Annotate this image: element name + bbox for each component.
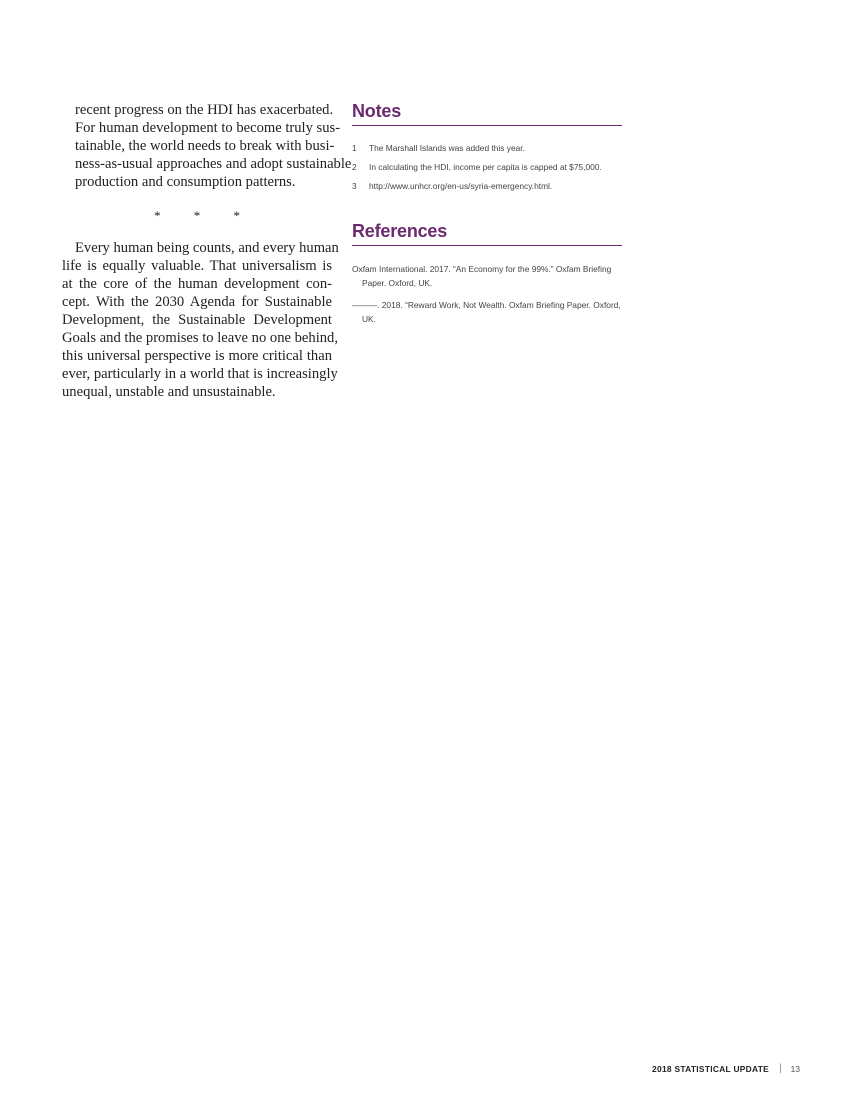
body-line: For human development to become truly sus-	[75, 120, 341, 136]
note-item	[352, 181, 622, 192]
reference-item: Oxfam International. 2017. “An Economy for the 99%.” Oxfam Briefing Paper. Oxford, UK.	[352, 264, 612, 288]
asterisk: *	[233, 208, 240, 223]
note-text: In calculating the HDI, income per capita is capped at $75,000.	[369, 162, 602, 172]
references-heading: References	[352, 220, 622, 246]
notes-references-column	[352, 100, 622, 334]
body-line: ness-as-usual approaches and adopt sustainable	[75, 156, 352, 172]
notes-heading: Notes	[352, 100, 622, 126]
body-line: Development, the Sustainable Development	[62, 312, 332, 328]
body-paragraph-1	[75, 101, 352, 191]
footer-publication-title: 2018 STATISTICAL UPDATE	[652, 1063, 770, 1074]
note-item	[352, 143, 622, 154]
note-number: 2	[352, 162, 357, 172]
body-paragraph-2	[62, 239, 339, 401]
note-number: 1	[352, 143, 357, 153]
footer-separator: |	[779, 1063, 782, 1074]
body-line: production and consumption patterns.	[75, 174, 296, 190]
note-number: 3	[352, 181, 357, 191]
body-line: Goals and the promises to leave no one behind,	[62, 330, 338, 346]
references-list	[352, 262, 622, 326]
note-text[interactable]: http://www.unhcr.org/en-us/syria-emergency.html.	[369, 181, 553, 191]
body-line: Every human being counts, and every human	[75, 240, 339, 256]
body-text-column	[62, 101, 352, 401]
asterisk: *	[154, 208, 161, 223]
body-line: life is equally valuable. That universalism is	[62, 258, 332, 274]
page-footer	[652, 1063, 800, 1074]
body-line: recent progress on the HDI has exacerbated.	[75, 102, 334, 118]
body-line: unequal, unstable and unsustainable.	[62, 384, 276, 400]
note-text: The Marshall Islands was added this year.	[369, 143, 525, 153]
reference-item: ———. 2018. “Reward Work, Not Wealth. Oxfam Briefing Paper. Oxford, UK.	[352, 300, 621, 324]
section-break-asterisks	[62, 207, 332, 225]
body-line: tainable, the world needs to break with busi-	[75, 138, 335, 154]
body-line: this universal perspective is more critical than	[62, 348, 332, 364]
page-number: 13	[790, 1063, 800, 1074]
note-item	[352, 162, 622, 173]
body-line: ever, particularly in a world that is increasingly	[62, 366, 338, 382]
asterisk: *	[193, 208, 201, 223]
body-line: at the core of the human development con-	[62, 276, 332, 292]
body-line: cept. With the 2030 Agenda for Sustainable	[62, 294, 332, 310]
notes-list	[352, 143, 622, 192]
